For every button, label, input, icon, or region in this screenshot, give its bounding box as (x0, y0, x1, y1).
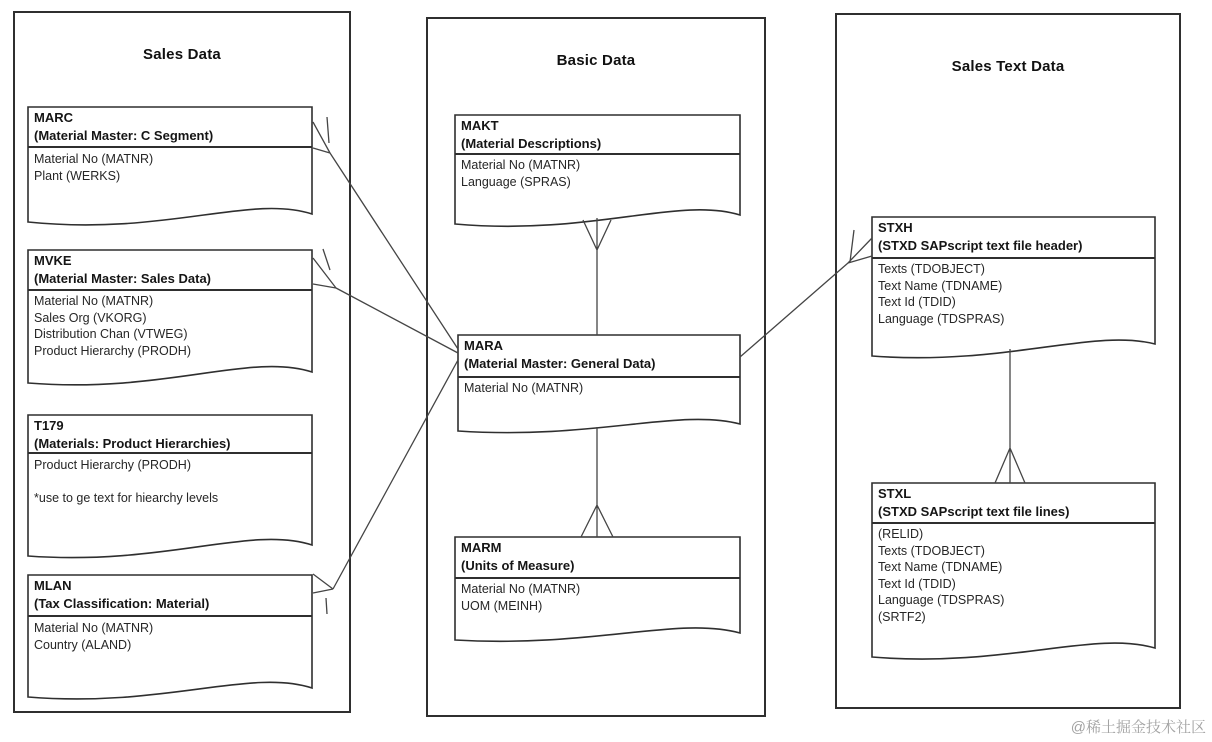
field: (SRTF2) (878, 609, 926, 624)
entity-subtitle-mara: (Material Master: General Data) (464, 356, 656, 371)
connector-stxh-stxl (995, 349, 1025, 483)
connector-mara-marm (581, 427, 613, 537)
field: Plant (WERKS) (34, 168, 121, 183)
connector-mvke-mara (313, 249, 458, 353)
entity-title-mara: MARA (464, 338, 503, 353)
field: Text Name (TDNAME) (878, 560, 1003, 574)
connector-mlan-mara (313, 360, 458, 614)
entity-title-mvke: MVKE (34, 253, 72, 268)
field: Product Hierarchy (PRODH) (34, 343, 191, 358)
field: Material No (MATNR) (461, 158, 581, 172)
entity-title-marc: MARC (34, 110, 73, 125)
field: Text Id (TDID) (878, 295, 956, 309)
connector-mara-stxh (740, 230, 872, 357)
entity-fields-marc (34, 151, 153, 184)
field: UOM (MEINH) (461, 598, 543, 613)
column-title-sales-data: Sales Data (143, 46, 221, 63)
column-title-sales-text-data: Sales Text Data (951, 58, 1065, 75)
entity-title-marm: MARM (461, 540, 502, 555)
field: Texts (TDOBJECT) (878, 543, 985, 558)
entity-title-stxh: STXH (878, 220, 913, 235)
field: Material No (MATNR) (34, 152, 154, 166)
field: Material No (MATNR) (34, 621, 154, 635)
entity-subtitle-stxl: (STXD SAPscript text file lines) (878, 504, 1070, 519)
field: Texts (TDOBJECT) (878, 262, 985, 276)
field: Sales Org (VKORG) (34, 310, 147, 325)
field: Language (TDSPRAS) (878, 311, 1005, 326)
entity-title-makt: MAKT (461, 118, 499, 133)
field: Country (ALAND) (34, 637, 132, 652)
field: (RELID) (878, 527, 924, 541)
field: Distribution Chan (VTWEG) (34, 327, 188, 341)
watermark: @稀土掘金技术社区 (1070, 719, 1206, 736)
connector-makt-mara (583, 218, 611, 335)
entity-fields-t179 (34, 457, 218, 507)
entity-fields-mara (464, 380, 583, 397)
entity-fields-stxl (878, 526, 1004, 625)
entity-fields-stxh (878, 261, 1004, 327)
entity-fields-marm (461, 581, 580, 614)
field: *use to ge text for hiearchy levels (34, 491, 219, 505)
field: Material No (MATNR) (464, 381, 584, 395)
entity-title-stxl: STXL (878, 486, 912, 501)
column-title-basic-data: Basic Data (556, 52, 636, 69)
field: Text Name (TDNAME) (878, 278, 1003, 293)
entity-subtitle-marm: (Units of Measure) (461, 558, 575, 573)
field: Language (SPRAS) (461, 174, 571, 189)
entity-fields-makt (461, 157, 580, 190)
field: Product Hierarchy (PRODH) (34, 458, 191, 472)
entity-subtitle-mvke: (Material Master: Sales Data) (34, 271, 212, 286)
entity-subtitle-mlan: (Tax Classification: Material) (34, 596, 210, 611)
entity-fields-mlan (34, 620, 153, 653)
field (34, 474, 218, 491)
entity-subtitle-marc: (Material Master: C Segment) (34, 128, 214, 143)
field: Text Id (TDID) (878, 576, 956, 591)
field: Material No (MATNR) (461, 582, 581, 596)
field: Material No (MATNR) (34, 294, 154, 308)
entity-subtitle-stxh: (STXD SAPscript text file header) (878, 238, 1083, 253)
entity-title-t179: T179 (34, 418, 64, 433)
entity-title-mlan: MLAN (34, 578, 72, 593)
entity-fields-mvke (34, 293, 191, 359)
entity-subtitle-makt: (Material Descriptions) (461, 136, 602, 151)
entity-subtitle-t179: (Materials: Product Hierarchies) (34, 436, 231, 451)
field: Language (TDSPRAS) (878, 593, 1005, 607)
